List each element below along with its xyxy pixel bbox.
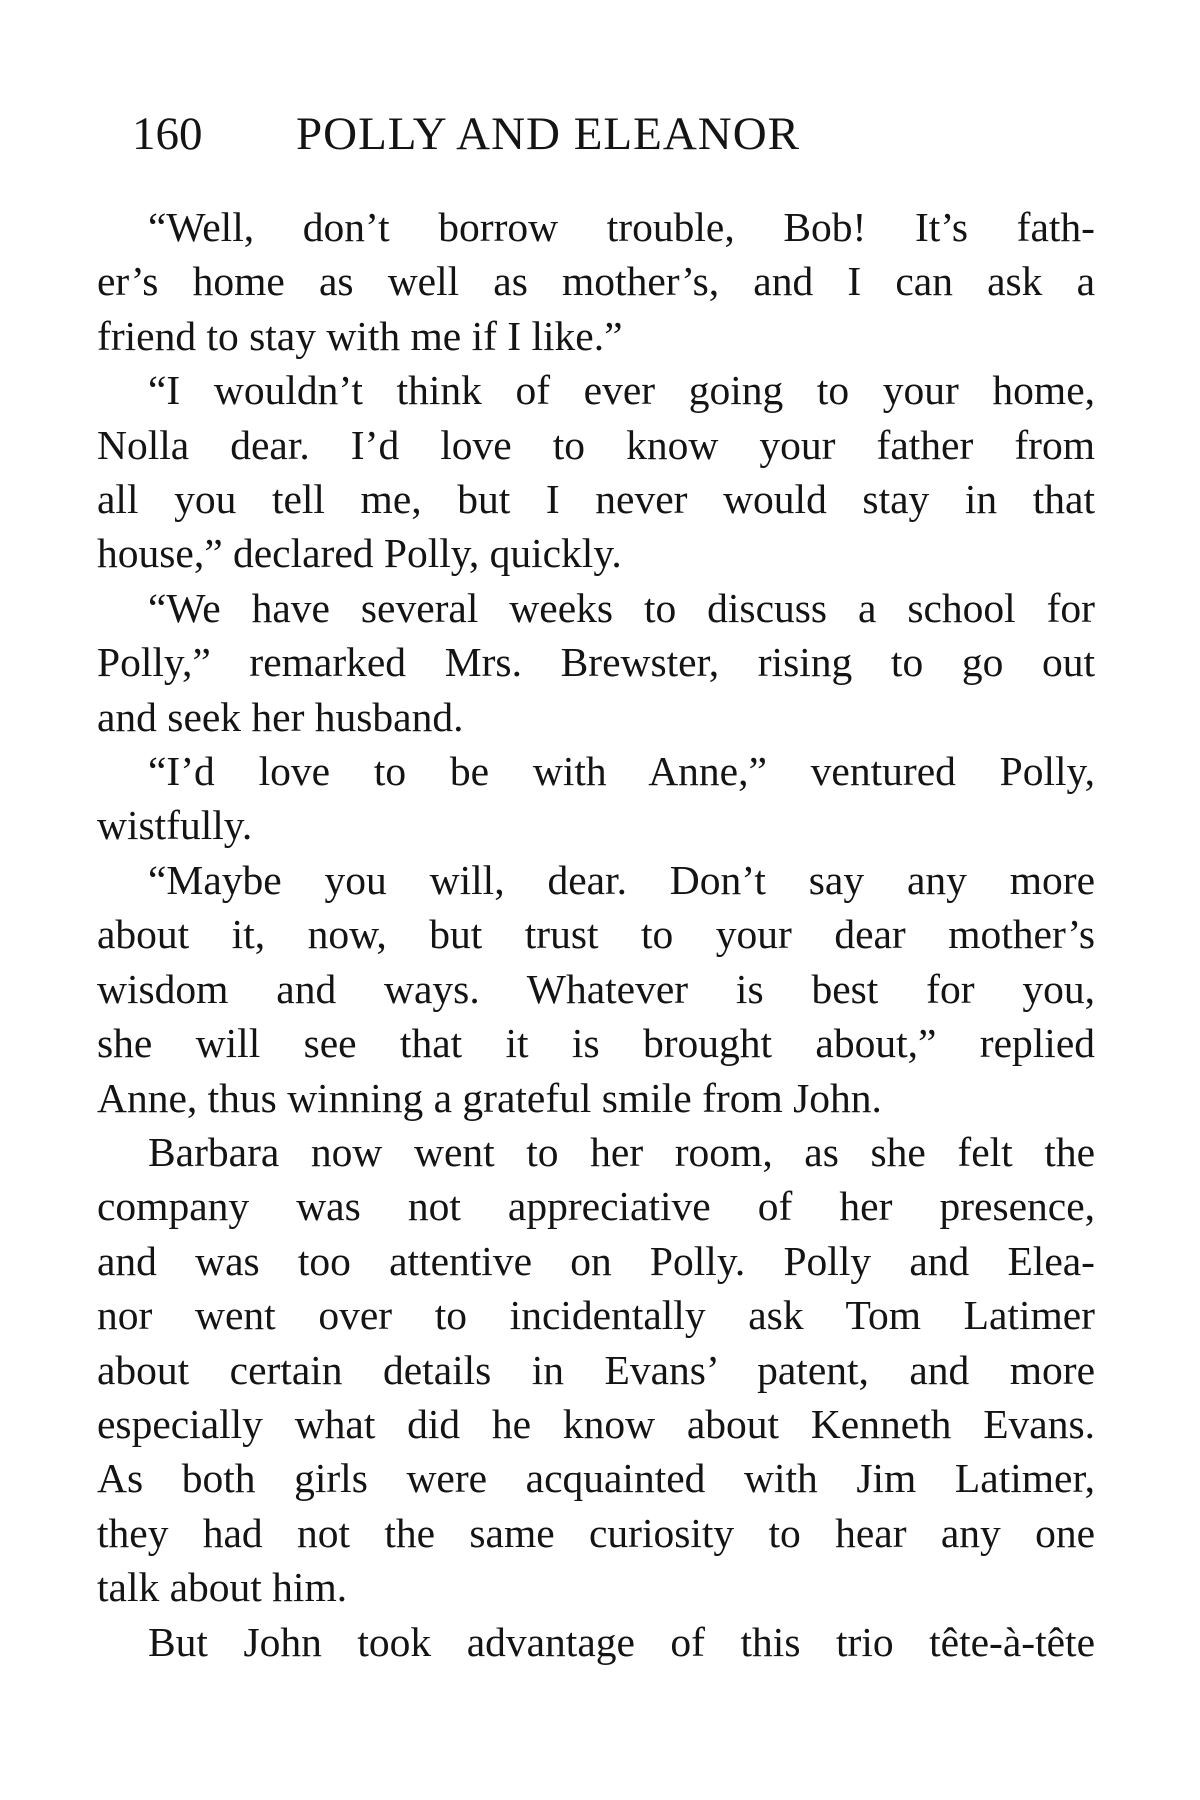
text-line: Nolla dear. I’d love to know your father from — [97, 421, 1095, 468]
text-line: wisdom and ways. Whatever is best for you, — [97, 965, 1095, 1012]
text-line: As both girls were acquainted with Jim Latimer, — [97, 1455, 1095, 1502]
text-line: friend to stay with me if I like.” — [97, 312, 623, 359]
text-line: Anne, thus winning a grateful smile from John. — [97, 1074, 882, 1121]
text-line: talk about him. — [97, 1564, 348, 1611]
text-line: and was too attentive on Polly. Polly and Elea- — [97, 1237, 1095, 1284]
text-line: all you tell me, but I never would stay in that — [97, 476, 1095, 523]
text-line: “We have several weeks to discuss a school for — [148, 584, 1095, 631]
text-line: they had not the same curiosity to hear any one — [97, 1509, 1095, 1556]
text-line: about certain details in Evans’ patent, and more — [97, 1346, 1095, 1393]
text-line: “I’d love to be with Anne,” ventured Polly, — [148, 748, 1095, 795]
text-line: er’s home as well as mother’s, and I can ask a — [97, 258, 1095, 305]
text-line: Polly,” remarked Mrs. Brewster, rising to go out — [97, 639, 1095, 686]
text-line: wistfully. — [97, 802, 253, 849]
body-text — [97, 200, 1095, 1669]
paragraph — [97, 1125, 1095, 1615]
text-line: “I wouldn’t think of ever going to your home, — [148, 367, 1095, 414]
paragraph — [97, 1615, 1095, 1669]
text-line: house,” declared Polly, quickly. — [97, 530, 622, 577]
text-line: “Well, don’t borrow trouble, Bob! It’s fath- — [148, 204, 1095, 250]
paragraph — [97, 200, 1095, 363]
paragraph — [97, 744, 1095, 853]
text-line: and seek her husband. — [97, 693, 464, 740]
text-line: company was not appreciative of her presence, — [97, 1183, 1095, 1230]
text-line: “Maybe you will, dear. Don’t say any more — [148, 856, 1095, 903]
text-line: about it, now, but trust to your dear mother’s — [97, 911, 1095, 958]
paragraph — [97, 363, 1095, 581]
text-line: especially what did he know about Kenneth Evans. — [97, 1400, 1095, 1447]
text-line: Barbara now went to her room, as she felt the — [148, 1128, 1095, 1175]
page-number: 160 — [132, 108, 203, 160]
text-line: she will see that it is brought about,” replied — [97, 1020, 1095, 1067]
paragraph — [97, 581, 1095, 744]
running-title: POLLY AND ELEANOR — [296, 108, 801, 160]
text-line: nor went over to incidentally ask Tom Latimer — [97, 1292, 1095, 1339]
paragraph — [97, 853, 1095, 1125]
page-header — [132, 104, 1112, 164]
text-line: But John took advantage of this trio tête-à-tête — [148, 1618, 1095, 1665]
